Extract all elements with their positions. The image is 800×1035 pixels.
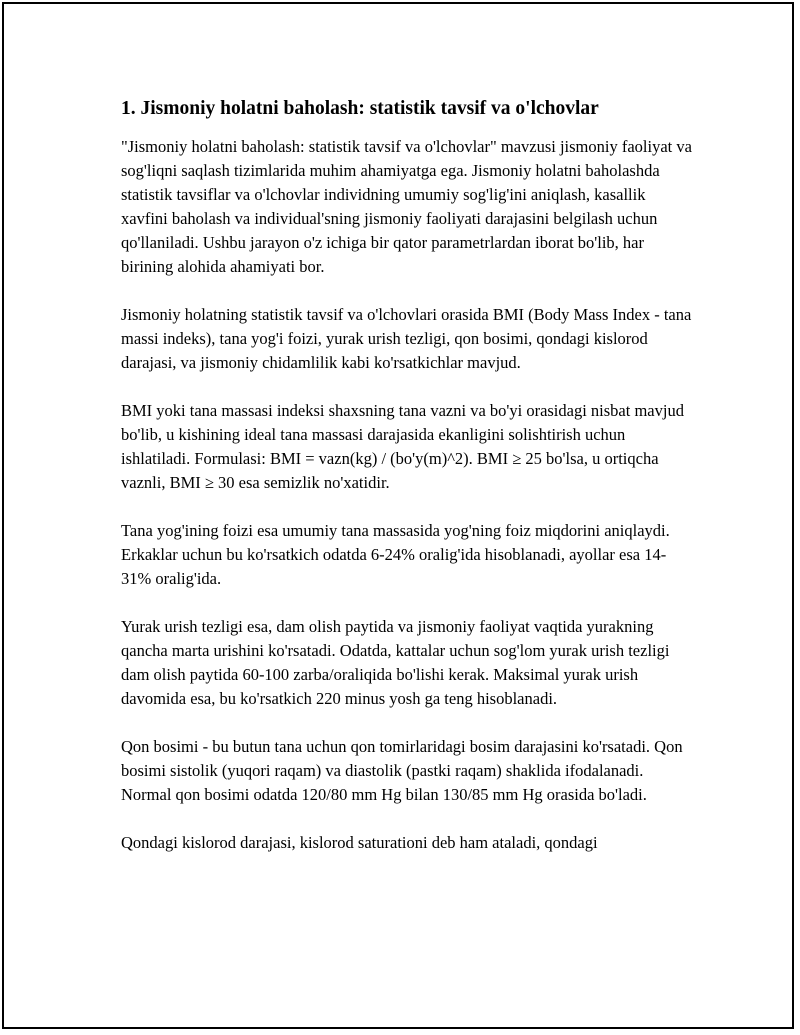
paragraph-bmi: BMI yoki tana massasi indeksi shaxsning tana vazni va bo'yi orasidagi nisbat mavjud bo'lib, u kishining ideal tana massasi darajasida ekanligini solishtirish uchun ishlatiladi. Formulasi: BMI = vazn(kg) / (bo'y(m)^2). BMI ≥ 25 bo'lsa, u ortiqcha vaznli, BMI ≥ 30 esa semizlik no'xatidir. [121,401,684,492]
paragraph-oxygen: Qondagi kislorod darajasi, kislorod saturationi deb ham ataladi, qondagi [121,833,598,852]
paragraph-body-fat: Tana yog'ining foizi esa umumiy tana massasida yog'ning foiz miqdorini aniqlaydi. Erkaklar uchun bu ko'rsatkich odatda 6-24% oralig'ida hisoblanadi, ayollar esa 14-31% oralig'ida. [121,521,670,588]
paragraph-blood-pressure: Qon bosimi - bu butun tana uchun qon tomirlaridagi bosim darajasini ko'rsatadi. Qon bosimi sistolik (yuqori raqam) va diastolik (pastki raqam) shaklida ifodalanadi. Normal qon bosimi odatda 120/80 mm Hg bilan 130/85 mm Hg orasida bo'ladi. [121,737,683,804]
page-border [2,2,794,1029]
paragraph-heart-rate: Yurak urish tezligi esa, dam olish paytida va jismoniy faoliyat vaqtida yurakning qancha marta urishini ko'rsatadi. Odatda, kattalar uchun sog'lom yurak urish tezligi dam olish paytida 60-100 zarba/oraliqida bo'lishi kerak. Maksimal yurak urish davomida esa, bu ko'rsatkich 220 minus yosh ga teng hisoblanadi. [121,617,670,708]
paragraph-intro: "Jismoniy holatni baholash: statistik tavsif va o'lchovlar" mavzusi jismoniy faoliyat va sog'liqni saqlash tizimlarida muhim ahamiyatga ega. Jismoniy holatni baholashda statistik tavsiflar va o'lchovlar individning umumiy sog'lig'ini aniqlash, kasallik xavfini baholash va individual'sning jismoniy faoliyati darajasini belgilash uchun qo'llaniladi. Ushbu jarayon o'z ichiga bir qator parametrlardan iborat bo'lib, har birining alohida ahamiyati bor. [121,137,692,276]
paragraph-indicators: Jismoniy holatning statistik tavsif va o'lchovlari orasida BMI (Body Mass Index - tana massi indeks), tana yog'i foizi, yurak urish tezligi, qon bosimi, qondagi kislorod darajasi, va jismoniy chidamlilik kabi ko'rsatkichlar mavjud. [121,305,692,372]
document-body [121,97,696,855]
section-heading: 1. Jismoniy holatni baholash: statistik tavsif va o'lchovlar [121,98,599,119]
